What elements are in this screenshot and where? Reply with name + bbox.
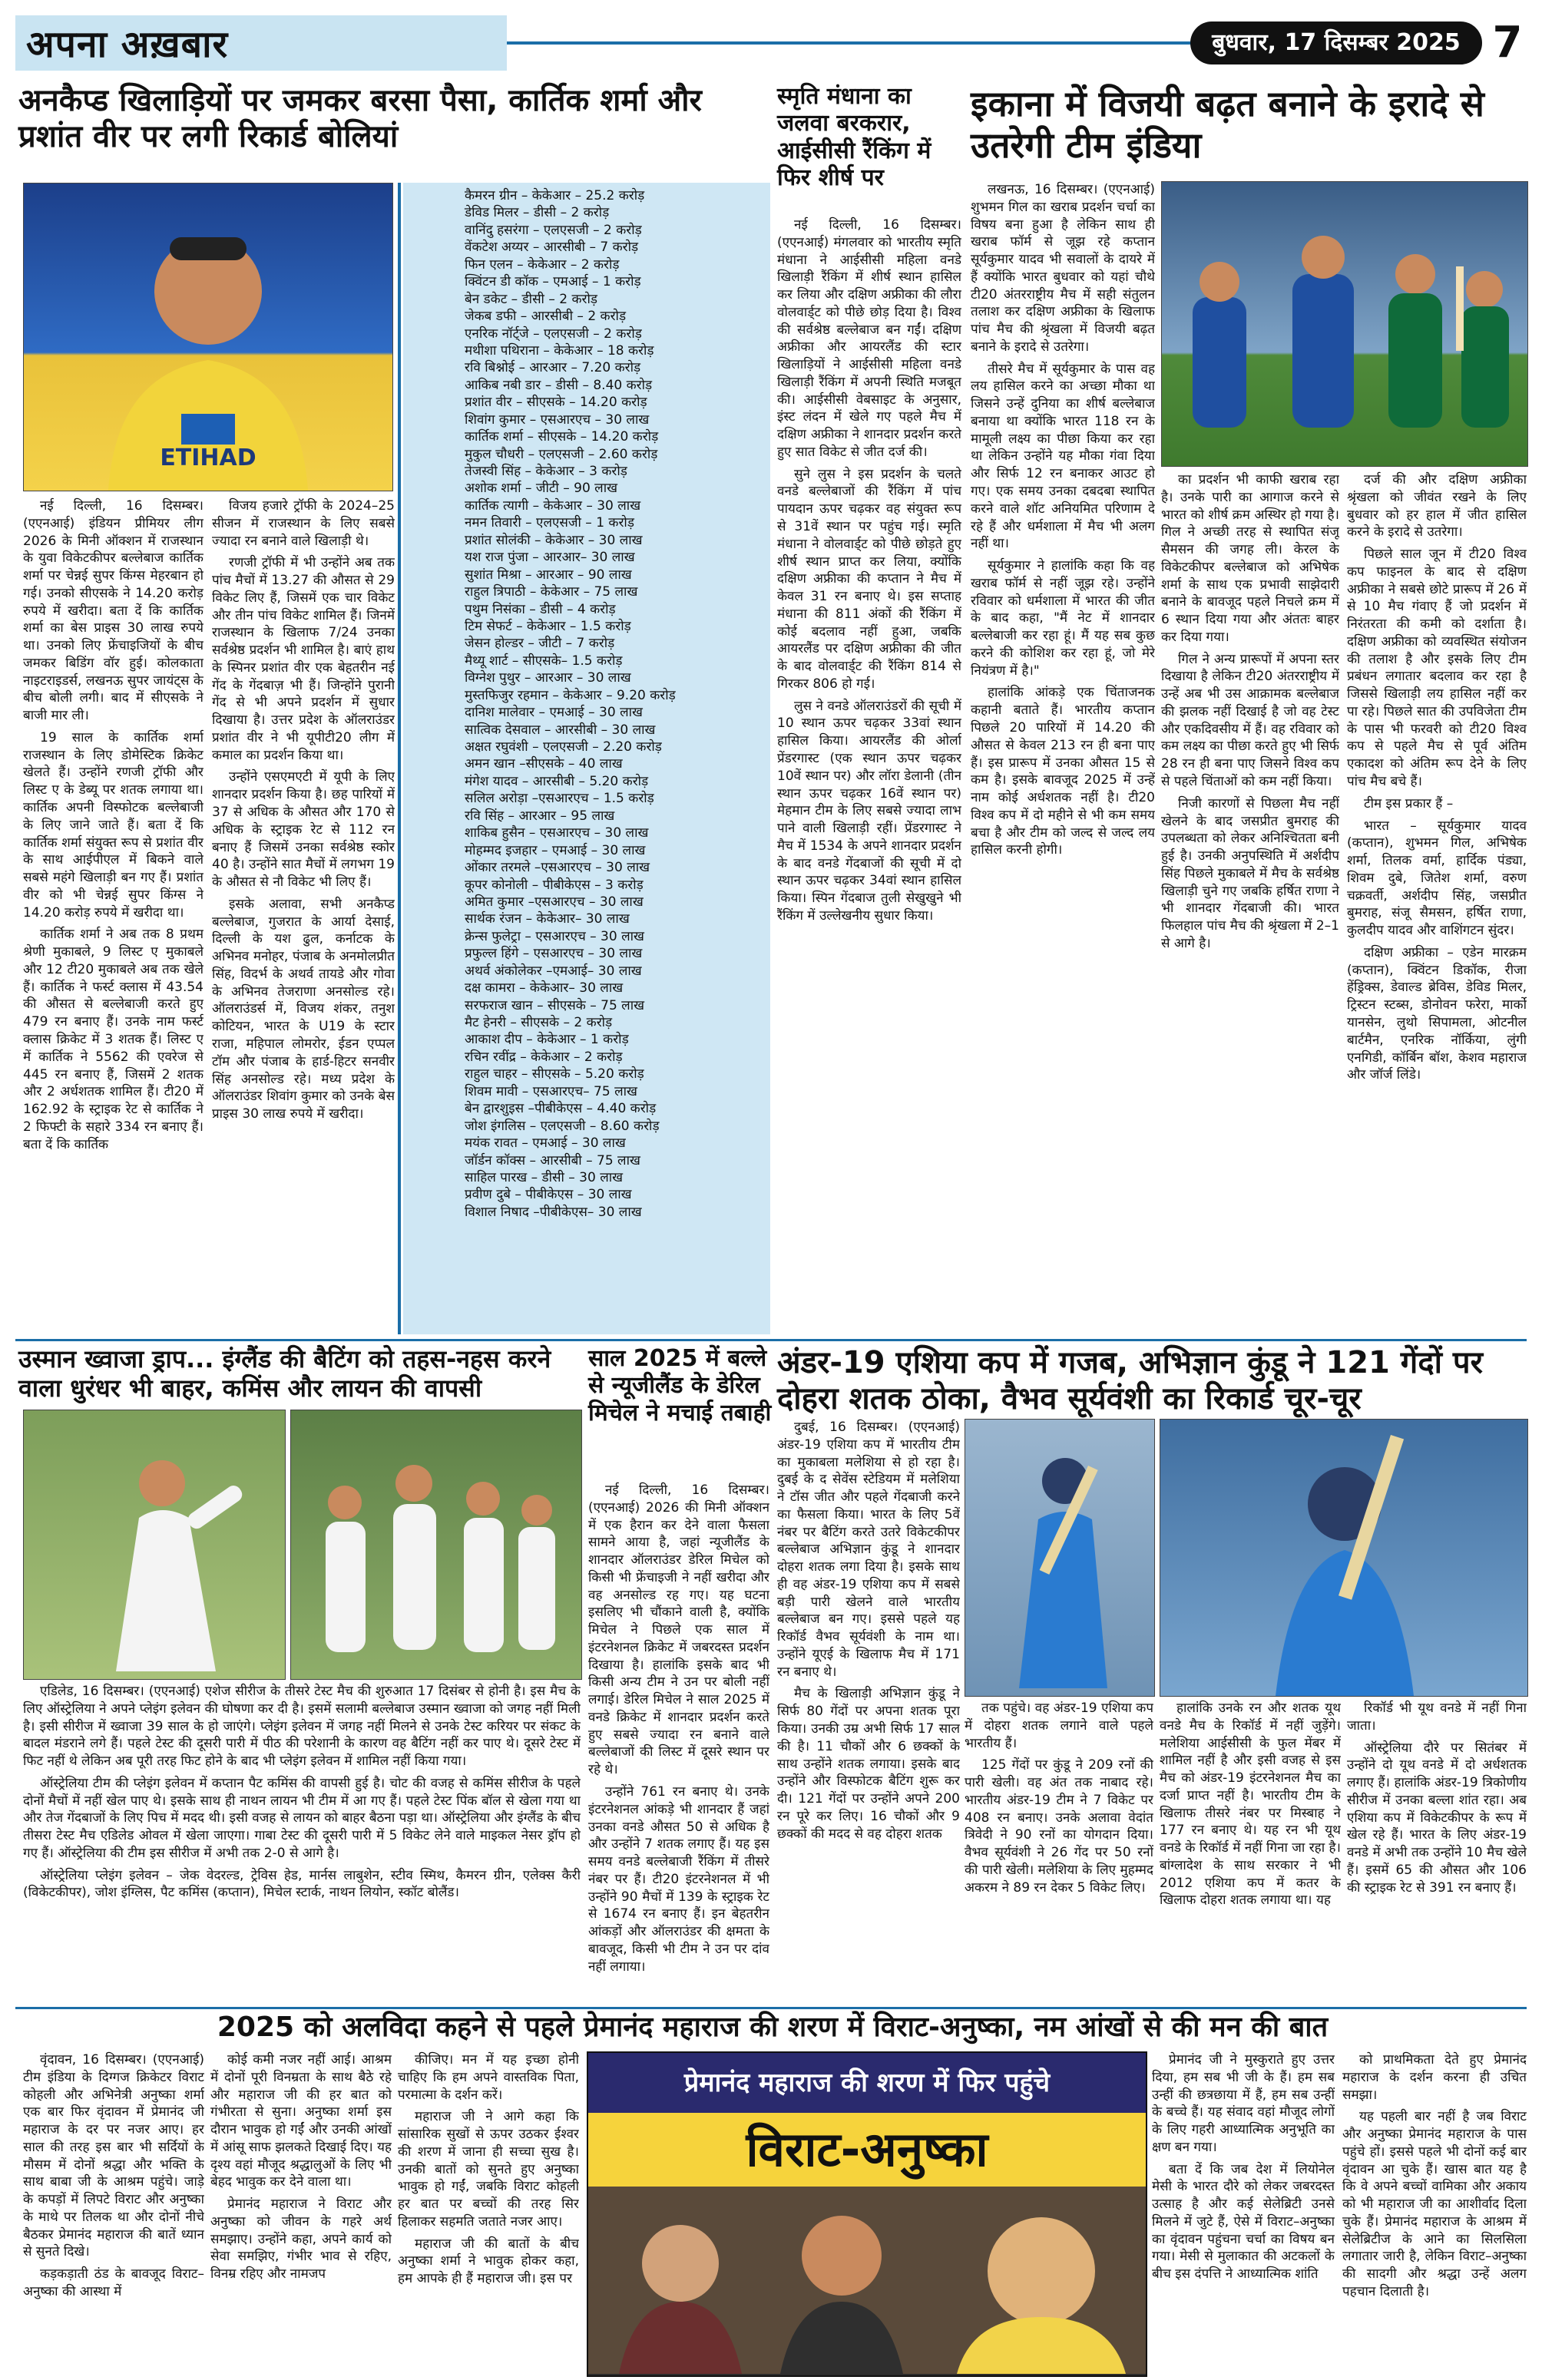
- khawaja-paragraph: ऑस्ट्रेलिया प्लेइंग इलेवन – जेक वेदरल्ड, ट्रेविस हेड, मार्नस लाबुशेन, स्टीव स्मिथ, कैमरन ग्रीन, एलेक्स कैरी (विकेटकीपर), जोश इंग्लिस, पैट कमिंस (कप्तान), मिचेल स्टार्क, नाथन लियोन, स्कॉट बोलैंड।: [23, 1867, 581, 1901]
- india-sa-players-illustration: [1162, 182, 1527, 466]
- u19-col-2: [965, 1700, 1153, 2002]
- ipl-auction-list-box: [403, 183, 770, 1334]
- auction-list-item: विग्नेश पुथुर – आरआर – 30 लाख: [465, 670, 631, 686]
- u19-paragraph: तक पहुंचे। वह अंडर-19 एशिया कप में दोहरा शतक लगाने वाले पहले भारतीय हैं।: [965, 1701, 1153, 1751]
- premanand-paragraph: महाराज जी ने आगे कहा कि सांसारिक सुखों से ऊपर उठकर ईश्वर की शरण में जाना ही सच्चा सुख है। उनकी बातों को सुनते हुए अनुष्का भावुक हो गईं, जबकि विराट कोहली हर बात पर बच्चों की तरह सिर हिलाकर सहमति जताते नजर आए।: [398, 2109, 579, 2230]
- auction-list-item: मुकुल चौधरी – एलएसजी – 2.60 करोड़: [465, 446, 658, 462]
- auction-list-item: जॉर्डन कॉक्स – आरसीबी – 75 लाख: [465, 1152, 640, 1169]
- premanand-paragraph: कोई कमी नजर नहीं आई। आश्रम में दोनों पूरी विनम्रता के साथ बैठे रहे और महाराज जी की हर बात को गंभीरता से सुना। अनुष्का शर्मा इस दौरान भावुक हो गईं और उनकी आंखों में आंसू साफ झलकते दिखाई दिए। यह दृश्य वहां मौजूद श्रद्धालुओं के लिए भी बेहद भावुक कर देने वाला था।: [210, 2052, 392, 2190]
- auction-list-item: मयंक रावत – एमआई – 30 लाख: [465, 1135, 626, 1152]
- india-sa-col-1: [971, 181, 1155, 1333]
- india-sa-match-photo: [1161, 181, 1528, 467]
- auction-list-item: जोश इंगलिस – एलएसजी – 8.60 करोड़: [465, 1118, 660, 1134]
- auction-list-item: मुस्तफिजुर रहमान – केकेआर – 9.20 करोड़: [465, 687, 676, 703]
- auction-list-item: साहिल पारख – डीसी – 30 लाख: [465, 1169, 624, 1185]
- masthead-name-box: [15, 15, 507, 71]
- auction-list-item: मैट हेनरी – सीएसके – 2 करोड़: [465, 1015, 613, 1030]
- khawaja-photo-2: [290, 1410, 582, 1680]
- aus-team-celebration-illustration: [291, 1410, 581, 1679]
- khawaja-body: [23, 1683, 581, 2002]
- ipl-paragraph: विजय हजारे ट्रॉफी के 2024–25 सीजन में राजस्थान के लिए सबसे ज्यादा रन बनाने वाले खिलाड़ी थे।: [212, 498, 395, 549]
- mandhana-headline: स्मृति मंधाना का जलवा बरकरार, आईसीसी रैंकिंग में फिर शीर्ष पर: [777, 83, 931, 192]
- premanand-paragraph: कड़कड़ाती ठंड के बावजूद विराट–अनुष्का की आस्था में: [23, 2266, 204, 2299]
- u19-col-3: [1160, 1700, 1341, 2002]
- ipl-paragraph: 19 साल के कार्तिक शर्मा राजस्थान के लिए डोमेस्टिक क्रिकेट खेलते हैं। उन्होंने रणजी ट्रॉफी और लिस्ट ए के डेब्यू पर शतक लगाया था। कार्तिक अपनी विस्फोटक बल्लेबाजी के लिए जाने जाते हैं। बता दें कि कार्तिक शर्मा संयुक्त रूप से प्रशांत वीर के साथ आईपीएल में बिकने वाले सबसे महंगे खिलाड़ी बन गए हैं। प्रशांत वीर को भी चेन्नई सुपर किंग्स ने 14.20 करोड़ रुपये में खरीदा था।: [23, 729, 204, 921]
- u19-paragraph: दुबई, 16 दिसम्बर। (एएनआई) अंडर-19 एशिया कप में भारतीय टीम का मुकाबला मलेशिया से हो रहा है। दुबई के द सेवेंस स्टेडियम में मलेशिया ने टॉस जीत और पहले गेंदबाजी करने का फैसला किया। भारत के लिए 5वें नंबर पर बैटिंग करते उतरे विकेटकीपर बल्लेबाज अभिज्ञान कुंडू ने शानदार दोहरा शतक लगा दिया है। इसके साथ ही वह अंडर-19 एशिया कप में सबसे बड़ी पारी खेलने वाले भारतीय बल्लेबाज बन गए। इससे पहले यह रिकॉर्ड वैभव सूर्यवंशी के नाम था। उन्होंने यूएई के खिलाफ मैच में 171 रन बनाए थे।: [777, 1420, 960, 1680]
- ipl-paragraph: इसके अलावा, सभी अनकैप्ड बल्लेबाज, गुजरात के आर्या देसाई, दिल्ली के यश ढुल, कर्नाटक के अभिनव मनोहर, पंजाब के अनमोलप्रीत सिंह, विदर्भ के अथर्व तायडे और गोवा के अभिनव तेजराणा अनसोल्ड रहे। ऑलराउंडर्स में, विजय शंकर, तनुश कोटियन, भारत के U19 के स्टार राजा, महिपाल लोमरोर, ईडन एप्पल टॉम और पंजाब के हार्ड-हिटर सनवीर सिंह अनसोल्ड रहे। मध्य प्रदेश के ऑलराउंडर शिवांग कुमार को उनके बेस प्राइस 30 लाख रुपये में खरीदा।: [212, 896, 395, 1122]
- premanand-col-5: [1342, 2051, 1527, 2374]
- auction-list-item: विशाल निषाद –पीबीकेएस– 30 लाख: [465, 1204, 642, 1220]
- auction-list-item: कूपर कोनोली – पीबीकेएस – 3 करोड़: [465, 877, 644, 893]
- auction-list-item: सात्विक देसवाल – आरसीबी – 30 लाख: [465, 722, 656, 738]
- u19-paragraph: मैच के खिलाड़ी अभिज्ञान कुंडू ने सिर्फ 80 गेंदों पर अपना शतक पूरा किया। उनकी उम्र अभी सिर्फ 17 साल की है। 11 चौकों और 6 छक्कों के साथ उन्होंने शतक लगाया। इसके बाद उन्होंने और विस्फोटक बैटिंग शुरू कर दी। 121 गेंदों पर उन्होंने अपने 200 रन पूरे कर लिए। 16 चौकों और 9 छक्कों की मदद से वह दोहरा शतक: [777, 1686, 960, 1842]
- auction-list-item: शाकिब हुसैन – एसआरएच – 30 लाख: [465, 825, 649, 841]
- auction-list-item: मैथ्यू शार्ट – सीएसके– 1.5 करोड़: [465, 653, 623, 669]
- auction-list-item: अक्षत रघुवंशी – एलएसजी – 2.20 करोड़: [465, 739, 662, 755]
- u19-photo-1: [965, 1419, 1155, 1697]
- india-sa-paragraph: का प्रदर्शन भी काफी खराब रहा है। उनके पारी का आगाज करने से भारत को शीर्ष क्रम अस्थिर हो गया है। गिल ने अच्छी तरह से स्थापित संजू सैमसन की जगह ली। केरल के विकेटकीपर बल्लेबाज को अभिषेक शर्मा के साथ एक प्रभावी साझेदारी बनाने के बावजूद पहले निचले क्रम में 6 स्थान दिया गया और अंततः बाहर कर दिया गया।: [1161, 472, 1339, 645]
- u19-paragraph: 125 गेंदों पर कुंडू ने 209 रनों की पारी खेली। वह अंत तक नाबाद रहे। भारतीय अंडर-19 टीम ने 7 विकेट पर 408 रन बनाए। उनके अलावा वेदांत त्रिवेदी ने 90 रनों का योगदान दिया। वैभव सूर्यवंशी ने 26 गेंद पर 50 रनों की पारी खेली। मलेशिया के लिए मुहम्मद अकरम ने 89 रन देकर 5 विकेट लिए।: [965, 1757, 1153, 1896]
- auction-list-item: प्रवीण दुबे – पीबीकेएस – 30 लाख: [465, 1187, 632, 1203]
- auction-list-item: राहुल चाहर – सीएसके – 5.20 करोड़: [465, 1066, 644, 1083]
- ipl-col-2: [212, 497, 395, 1334]
- page-number: 7: [1492, 18, 1523, 68]
- mandhana-paragraph: लुस ने वनडे ऑलराउंडरों की सूची में 10 स्थान ऊपर चढ़कर 33वां स्थान हासिल किया। आयरलैंड की ओर्ला प्रेंडरगास्ट (एक स्थान ऊपर चढ़कर 10वें स्थान पर) और लॉरा डेलानी (तीन स्थान ऊपर चढ़कर 16वें स्थान पर) मेहमान टीम के लिए सबसे ज्यादा लाभ पाने वाली खिलाड़ी रहीं। प्रेंडरगास्ट ने मैच में 1534 के अपने शानदार प्रदर्शन के बाद वनडे गेंदबाजों की सूची में दो स्थान ऊपर चढ़कर 34वां स्थान हासिल किया। स्पिन गेंदबाज तुली सेखुखुने भी रैंकिंग में उल्लेखनीय सुधार किया।: [777, 698, 961, 924]
- mitchell-body: [588, 1482, 769, 2002]
- u19-paragraph: ऑस्ट्रेलिया दौरे पर सितंबर में उन्होंने दो यूथ वनडे में दो अर्धशतक लगाए हैं। हालांकि अंडर-19 त्रिकोणीय सीरीज में उनका बल्ला शांत रहा। अब एशिया कप में विकेटकीपर के रूप में खेल रहे हैं। भारत के लिए अंडर-19 वनडे में अभी तक उन्होंने 10 मैच खेले हैं। इसमें 65 की औसत और 106 की स्ट्राइक रेट से 391 रन बनाए हैं।: [1347, 1740, 1527, 1896]
- india-sa-paragraph: टीम इस प्रकार हैं –: [1364, 795, 1454, 812]
- india-sa-col-3: [1347, 471, 1527, 1333]
- auction-list-item: सलिल अरोड़ा –एसआरएच – 1.5 करोड़: [465, 791, 654, 807]
- auction-list-item: शिवांग कुमार – एसआरएच – 30 लाख: [465, 412, 650, 428]
- auction-list-item: प्रशांत वीर – सीएसके – 14.20 करोड़: [465, 395, 647, 411]
- auction-list-item: प्रफुल्ल हिंगे – एसआरएच – 30 लाख: [465, 946, 643, 962]
- premanand-headline: 2025 को अलविदा कहने से पहले प्रेमानंद महाराज की शरण में विराट-अनुष्का, नम आंखों से की मन की बात: [217, 2011, 1329, 2043]
- premanand-paragraph: महाराज जी की बातों के बीच अनुष्का शर्मा ने भावुक होकर कहा, हम आपके ही हैं महाराज जी। इस पर: [398, 2236, 579, 2287]
- india-sa-paragraph: पिछले साल जून में टी20 विश्व कप फाइनल के बाद से दक्षिण अफ्रीका ने सबसे छोटे प्रारूप में 26 में से 10 मैच गंवाए हैं जो प्रदर्शन में निरंतरता की कमी को दर्शाता है। दक्षिण अफ्रीका को व्यवस्थित संयोजन की तलाश है और इसके लिए टीम प्रबंधन लगातार बदलाव कर रहा है जिससे खिलाड़ी लय हासिल नहीं कर पा रहे। पिछले सात की उपविजेता टीम के पास भी फरवरी को टी20 विश्व कप से पहले मैच से पूर्व अंतिम एकादश को अंतिम रूप देने के लिए पांच मैच बचे हैं।: [1347, 547, 1527, 790]
- auction-list-item: कैमरन ग्रीन – केकेआर – 25.2 करोड़: [465, 188, 645, 203]
- ipl-paragraph: नई दिल्ली, 16 दिसम्बर। (एएनआई) इंडियन प्रीमियर लीग 2026 के मिनी ऑक्शन में राजस्थान के युवा विकेटकीपर बल्लेबाज कार्तिक शर्मा पर चेन्नई सुपर किंग्स मेहरबान हो गई। उनको सीएसके ने 14.20 करोड़ रुपये में खरीदा। बता दें कि कार्तिक शर्मा का बेस प्राइस 30 लाख रुपये था। उनको लिए फ्रेंचाइजियों के बीच जमकर बिडिंग वॉर हुई। कोलकाता नाइटराइडर्स, लखनऊ सुपर जायंट्स के बीच बोली लगी। बाद में सीएसके ने बाजी मार ली।: [23, 498, 204, 724]
- auction-list-item: पथुम निसंका – डीसी – 4 करोड़: [465, 601, 616, 617]
- auction-list-item: नमन तिवारी – एलएसजी – 1 करोड़: [465, 515, 634, 531]
- mandhana-body: [777, 217, 961, 1334]
- auction-list-item: अमन खान –सीएसके – 40 लाख: [465, 756, 623, 772]
- india-sa-paragraph: सूर्यकुमार ने हालांकि कहा कि वह खराब फॉर्म से नहीं जूझ रहे। उन्होंने रविवार को धर्मशाला में भारत की जीत के बाद कहा, "मैं नेट में शानदार बल्लेबाजी कर रहा हूं। मैं यह सब कुछ करने की कोशिश कर रहा हूं, जो मेरे नियंत्रण में है।": [971, 558, 1155, 679]
- ipl-paragraph: उन्होंने एसएमएटी में यूपी के लिए शानदार प्रदर्शन किया है। छह पारियों में 37 से अधिक के औसत और 170 से अधिक के स्ट्राइक रेट से 112 रन बनाए हैं जिसमें उनका सर्वश्रेष्ठ स्कोर 40 है। उन्होंने सात मैचों में लगभग 19 के औसत से नौ विकेट भी लिए हैं।: [212, 769, 395, 891]
- auction-list-item: ओंकार तरमले –एसआरएच – 30 लाख: [465, 860, 650, 876]
- premanand-paragraph: यह पहली बार नहीं है जब विराट और अनुष्का प्रेमानंद महाराज के पास पहुंचे हों। इससे पहले भी दोनों कई बार वृंदावन आ चुके हैं। खास बात यह है कि वे अपने बच्चों वामिका और अकाय को भी महाराज जी का आशीर्वाद दिला चुके हैं। प्रेमानंद महाराज के आश्रम में सेलेब्रिटीज के आने का सिलसिला लगातार जारी है, लेकिन विराट–अनुष्का की सादगी और श्रद्धा उन्हें अलग पहचान दिलाती है।: [1342, 2109, 1527, 2299]
- masthead: [15, 15, 1527, 71]
- auction-list-item: राहुल त्रिपाठी – केकेआर – 75 लाख: [465, 584, 638, 600]
- india-sa-paragraph: हालांकि आंकड़े एक चिंताजनक कहानी बताते हैं। भारतीय कप्तान पिछले 20 पारियों में 14.20 की औसत से केवल 213 रन ही बना पाए हैं। इस प्रारूप में उनका औसत 15 से कम है। इसके बावजूद 2025 में उन्हें नाम कोई अर्धशतक नहीं है। टी20 विश्व कप में दो महीने से भी कम समय बचा है और टीम को जल्द से जल्द लय हासिल करनी होगी।: [971, 685, 1155, 858]
- virat-anushka-maharaj-illustration: [588, 2187, 1146, 2374]
- ipl-player-photo: [23, 183, 393, 491]
- u19-headline: अंडर-19 एशिया कप में गजब, अभिज्ञान कुंडू ने 121 गेंदों पर दोहरा शतक ठोका, वैभव सूर्यवंशी का रिकार्ड चूर-चूर: [777, 1345, 1483, 1417]
- khawaja-photo-1: [23, 1410, 286, 1680]
- auction-list-item: मथीशा पथिराना – केकेआर – 18 करोड़: [465, 342, 654, 359]
- u19-col-1: [777, 1419, 960, 2002]
- auction-list-item: कार्तिक त्यागी – केकेआर – 30 लाख: [465, 497, 641, 514]
- auction-list-item: बेन डकेट – डीसी – 2 करोड़: [465, 291, 597, 307]
- auction-list-item: दानिश मालेवार – एमआई – 30 लाख: [465, 705, 643, 721]
- auction-list-item: रवि सिंह – आरआर – 95 लाख: [465, 808, 615, 824]
- premanand-paragraph: कीजिए। मन में यह इच्छा होनी चाहिए कि हम अपने वास्तविक पिता, परमात्मा के दर्शन करें।: [398, 2052, 579, 2103]
- auction-list-item: वानिंदु हसरंगा – एलएसजी – 2 करोड़: [465, 222, 642, 238]
- auction-list-item: आकाश दीप – केकेआर – 1 करोड़: [465, 1032, 629, 1048]
- mitchell-paragraph: नई दिल्ली, 16 दिसम्बर। (एएनआई) 2026 की मिनी ऑक्शन में एक हैरान कर देने वाला फैसला सामने आया है, जहां न्यूजीलैंड के शानदार ऑलराउंडर डेरिल मिचेल को किसी भी फ्रेंचाइजी ने नहीं खरीदा और वह अनसोल्ड रह गए। यह घटना इसलिए भी चौंकाने वाली है, क्योंकि मिचेल ने पिछले एक साल में इंटरनेशनल क्रिकेट में जबरदस्त प्रदर्शन दिखाया है। हालांकि इसके बाद भी किसी अन्य टीम ने उन पर बोली नहीं लगाई। डेरिल मिचेल ने साल 2025 में वनडे क्रिकेट में शानदार प्रदर्शन करते हुए सबसे ज्यादा रन बनाने वाले बल्लेबाजों की लिस्ट में दूसरे स्थान पर रहे थे।: [588, 1483, 769, 1778]
- india-sa-paragraph: भारत – सूर्यकुमार यादव (कप्तान), शुभमन गिल, अभिषेक शर्मा, तिलक वर्मा, हार्दिक पंड्या, शिवम दुबे, जितेश शर्मा, वरुण चक्रवर्ती, अर्शदीप सिंह, जसप्रीत बुमराह, संजू सैमसन, हर्षित राणा, कुलदीप यादव और वाशिंगटन सुंदर।: [1347, 818, 1527, 939]
- auction-list-item: क्विंटन डी कॉक – एमआई – 1 करोड़: [465, 274, 641, 290]
- mandhana-paragraph: सुने लुस ने इस प्रदर्शन के चलते वनडे बल्लेबाजों की रैंकिंग में पांच पायदान ऊपर चढ़कर वह संयुक्त रूप से 31वें स्थान पर पहुंच गई। स्मृति मंधाना ने वोलवार्ड्ट को पीछे छोड़ते हुए शीर्ष स्थान प्राप्त कर लिया, क्योंकि दक्षिण अफ्रीका की कप्तान ने मैच में केवल 31 रन बनाए थे। इस सप्ताह मंधाना की 811 अंकों की रैंकिंग में कोई बदलाव नहीं हुआ, जबकि आयरलैंड पर दक्षिण अफ्रीका की जीत के बाद वोलवार्ड्ट की रैंकिंग 814 से गिरकर 806 हो गई।: [777, 466, 961, 692]
- premanand-paragraph: को प्राथमिकता देते हुए प्रेमानंद महाराज के दर्शन करना ही उचित समझा।: [1342, 2052, 1527, 2103]
- auction-list-item: फिन एलन – केकेआर – 2 करोड़: [465, 256, 620, 273]
- auction-list-item: आकिब नबी डार – डीसी – 8.40 करोड़: [465, 377, 653, 393]
- auction-list-item: कार्तिक शर्मा – सीएसके – 14.20 करोड़: [465, 429, 659, 445]
- auction-list-item: शिवम मावी – एसआरएच– 75 लाख: [465, 1083, 637, 1099]
- khawaja-paragraph: ऑस्ट्रेलिया टीम की प्लेइंग इलेवन में कप्तान पैट कमिंस की वापसी हुई है। चोट की वजह से कमिंस सीरीज के पहले दोनों मैचों में नहीं खेल पाए थे। इसके साथ ही नाथन लायन भी टीम में आ गए हैं। पहले टेस्ट पिंक बॉल से खेला गया था और तेज गेंदबाजों के लिए पिच में मदद थी। इसी वजह से लायन को बाहर बैठना पड़ा था। ऑस्ट्रेलिया और इंग्लैंड के बीच तीसरा टेस्ट मैच एडिलेड ओवल में खेला जाएगा। गाबा टेस्ट की दूसरी पारी में 5 विकेट लेने वाले माइकल नेसर ड्रॉप हो गए हैं। ऑस्ट्रेलिया की टीम इस सीरीज में अभी तक 2-0 से आगे है।: [23, 1775, 581, 1861]
- khawaja-headline: उस्मान ख्वाजा ड्राप... इंग्लैंड की बैटिंग को तहस-नहस करने वाला धुरंधर भी बाहर, कमिंस और लायन की वापसी: [18, 1344, 551, 1403]
- auction-list-item: मंगेश यादव – आरसीबी – 5.20 करोड़: [465, 773, 649, 789]
- newspaper-name: अपना अख़बार: [26, 23, 229, 66]
- india-sa-headline: इकाना में विजयी बढ़त बनाने के इरादे से उतरेगी टीम इंडिया: [971, 83, 1484, 167]
- ipl-col-1: [23, 497, 204, 1334]
- ipl-paragraph: कार्तिक शर्मा ने अब तक 8 प्रथम श्रेणी मुकाबले, 9 लिस्ट ए मुकाबले और 12 टी20 मुकाबले अब तक खेले हैं। कार्तिक ने फर्स्ट क्लास में 43.54 की औसत से बल्लेबाजी करते हुए 479 रन बनाए हैं। उनके नाम फर्स्ट क्लास क्रिकेट में 3 शतक हैं। लिस्ट ए में कार्तिक ने 5562 की एवरेज से 445 रन बनाए हैं, जिसमें 2 शतक और 2 अर्धशतक शामिल हैं। टी20 में 162.92 के स्ट्राइक रेट से कार्तिक ने 2 फिफ्टी के सहारे 334 रन बनाए हैं। बता दें कि कार्तिक: [23, 927, 204, 1152]
- premanand-paragraph: वृंदावन, 16 दिसम्बर। (एएनआई) टीम इंडिया के दिग्गज क्रिकेटर विराट कोहली और अभिनेत्री अनुष्का शर्मा एक बार फिर वृंदावन में प्रेमानंद जी महाराज के दर पर नजर आए। हर साल की तरह इस बार भी सर्दियों के मौसम में दोनों श्रद्धा और भक्ति के साथ बाबा जी के आश्रम पहुंचे। जाड़े के कपड़ों में लिपटे विराट और अनुष्का के माथे पर तिलक था और दोनों नीचे बैठकर प्रेमानंद महाराज की बातें ध्यान से सुनते दिखे।: [23, 2052, 204, 2260]
- auction-list-item: अशोक शर्मा – जीटी – 90 लाख: [465, 481, 618, 497]
- auction-list-item: जेकब डफी – आरसीबी – 2 करोड़: [465, 309, 627, 325]
- ipl-auction-list: [403, 183, 770, 1221]
- india-sa-paragraph: दर्ज की और दक्षिण अफ्रीका श्रृंखला को जीवंत रखने के लिए बुधवार को हर हाल में जीत हासिल करने के इरादे से उतरेगा।: [1347, 472, 1527, 540]
- auction-list-item: सार्थक रंजन – केकेआर– 30 लाख: [465, 911, 630, 927]
- premanand-paragraph: प्रेमानंद जी ने मुस्कुराते हुए उत्तर दिया, हम सब भी जी के हैं। हम सब उन्हीं की छत्रछाया में हैं, हम सब उन्हीं के बच्चे हैं। यह संवाद वहां मौजूद लोगों के लिए गहरी आध्यात्मिक अनुभूति का क्षण बन गया।: [1152, 2052, 1335, 2155]
- premanand-banner-line-2: विराट-अनुष्का: [588, 2113, 1146, 2187]
- auction-list-item: सुशांत मिश्रा – आरआर – 90 लाख: [465, 567, 632, 583]
- premanand-paragraph: प्रेमानंद महाराज ने विराट और अनुष्का को जीवन के गहरे अर्थ समझाए। उन्होंने कहा, अपने कार्य को सेवा समझिए, गंभीर भाव से रहिए, विनम्र रहिए और नामजप: [210, 2197, 392, 2282]
- ipl-headline: अनकैप्ड खिलाड़ियों पर जमकर बरसा पैसा, कार्तिक शर्मा और प्रशांत वीर पर लगी रिकार्ड बोलियां: [18, 83, 702, 155]
- section-rule-2: [15, 2007, 1527, 2009]
- auction-list-item: टिम सेफर्ट – केकेआर – 1.5 करोड़: [465, 618, 631, 634]
- auction-list-item: बेन द्वारशुइस –पीबीकेएस – 4.40 करोड़: [465, 1101, 657, 1117]
- ipl-photo-jersey-text: ETIHAD: [160, 445, 256, 471]
- ipl-divider: [398, 183, 401, 1334]
- mitchell-paragraph: उन्होंने 761 रन बनाए थे। उनके इंटरनेशनल आंकड़े भी शानदार हैं जहां उनका वनडे औसत 50 से अधिक है और उन्होंने 7 शतक लगाए हैं। यह इस समय वनडे बल्लेबाजी रैंकिंग में तीसरे नंबर पर हैं। टी20 इंटरनेशनल में भी उन्होंने 90 मैचों में 139 के स्ट्राइक रेट से 1674 रन बनाए हैं। इन बेहतरीन आंकड़ों और ऑलराउंडर की क्षमता के बावजूद, किसी भी टीम ने उन पर दांव नहीं लगाया।: [588, 1784, 769, 1975]
- section-rule-1: [15, 1339, 1527, 1341]
- premanand-banner-line-1: प्रेमानंद महाराज की शरण में फिर पहुंचे: [588, 2053, 1146, 2113]
- cummins-bowling-illustration: [24, 1410, 285, 1679]
- premanand-col-3: [398, 2051, 579, 2374]
- u19-col-4: [1347, 1700, 1527, 2002]
- auction-list-item: दक्ष कामरा – केकेआर– 30 लाख: [465, 980, 624, 997]
- india-sa-paragraph: दक्षिण अफ्रीका – एडेन मारक्रम (कप्तान), क्विंटन डिकॉक, रीजा हेंड्रिक्स, डेवाल्ड ब्रेविस, डेविड मिलर, ट्रिस्टन स्टब्स, डोनोवन फरेरा, मार्को यानसेन, लुथो सिपामला, ओटनील बार्टमैन, एनरिक नॉर्किया, लुंगी एनगिडी, कॉर्बिन बॉश, केशव महाराज और जॉर्ज लिंडे।: [1347, 944, 1527, 1083]
- auction-list-item: तेजस्वी सिंह – केकेआर – 3 करोड़: [465, 464, 627, 479]
- suryavanshi-batting-illustration: [1160, 1420, 1527, 1696]
- premanand-paragraph: बता दें कि जब देश में लियोनेल मेसी के भारत दौरे को लेकर जबरदस्त उत्साह है और कई सेलेब्रिटी उनसे मिलने में जुटे हैं, ऐसे में विराट–अनुष्का का वृंदावन पहुंचना चर्चा का विषय बन गया। मेसी से मुलाकात की अटकलों के बीच इस दंपत्ति ने आध्यात्मिक शांति: [1152, 2161, 1335, 2282]
- u19-photo-2: [1160, 1419, 1528, 1697]
- auction-list-item: डेविड मिलर – डीसी – 2 करोड़: [465, 205, 610, 221]
- premanand-col-2: [210, 2051, 392, 2374]
- premanand-photo-collage: [587, 2051, 1147, 2377]
- premanand-col-1: [23, 2051, 204, 2374]
- auction-list-item: मोहम्मद इजहार – एमआई – 30 लाख: [465, 842, 646, 858]
- india-sa-paragraph: गिल ने अन्य प्रारूपों में अपना स्तर दिखाया है लेकिन टी20 अंतरराष्ट्रीय में उन्हें अब भी उस आक्रामक बल्लेबाज की झलक नहीं दिखाई है जो वह टेस्ट और एकदिवसीय में हैं। वह रविवार को कम लक्ष्य का पीछा करते हुए भी सिर्फ 28 रन ही बना पाए जिसने विश्व कप से पहले चिंताओं को कम नहीं किया।: [1161, 651, 1339, 790]
- kundu-batting-illustration: [965, 1420, 1154, 1696]
- india-sa-col-2: [1161, 471, 1339, 1333]
- auction-list-item: अमित कुमार –एसआरएच – 30 लाख: [465, 894, 644, 910]
- auction-list-item: सरफराज खान – सीएसके – 75 लाख: [465, 997, 644, 1013]
- mitchell-headline: साल 2025 में बल्ले से न्यूजीलैंड के डेरिल मिचेल ने मचाई तबाही: [588, 1345, 772, 1426]
- auction-list-item: अथर्व अंकोलेकर –एमआई– 30 लाख: [465, 963, 642, 979]
- auction-list-item: रचिन रवींद्र – केकेआर – 2 करोड़: [465, 1049, 623, 1065]
- premanand-col-4: [1152, 2051, 1335, 2374]
- auction-list-item: रवि बिश्नोई – आरआर – 7.20 करोड़: [465, 360, 641, 376]
- india-sa-paragraph: लखनऊ, 16 दिसम्बर। (एएनआई) शुभमन गिल का खराब प्रदर्शन चर्चा का विषय बना हुआ है लेकिन साथ ही खराब फॉर्म से जूझ रहे कप्तान सूर्यकुमार यादव भी सवालों के दायरे में हैं क्योंकि भारत बुधवार को यहां चौथे टी20 अंतरराष्ट्रीय मैच में सही संतुलन तलाश कर दक्षिण अफ्रीका के खिलाफ पांच मैच की श्रृंखला में विजयी बढ़त बनाने के इरादे से उतरेगा।: [971, 182, 1155, 355]
- khawaja-paragraph: एडिलेड, 16 दिसम्बर। (एएनआई) एशेज सीरीज के तीसरे टेस्ट मैच की शुरुआत 17 दिसंबर से होनी है। इस मैच के लिए ऑस्ट्रेलिया ने अपने प्लेइंग इलेवन की घोषणा कर दी है। इसमें सलामी बल्लेबाज उस्मान ख्वाजा को जगह नहीं मिली है। इसी सीरीज में ख्वाजा 39 साल के हो जाएंगे। प्लेइंग इलेवन में जगह नहीं मिलने से उनके टेस्ट करियर पर संकट के बादल मंडराने लगे हैं। पहले टेस्ट की दूसरी पारी में पीठ की परेशानी के कारण वह बैटिंग नहीं कर पाए थे। दूसरे टेस्ट में फिट नहीं थे लेकिन अब पूरी तरह फिट होने के बाद भी प्लेइंग इलेवन में शामिल नहीं किया गया।: [23, 1684, 581, 1770]
- india-sa-paragraph: तीसरे मैच में सूर्यकुमार के पास वह लय हासिल करने का अच्छा मौका था जिसने उन्हें दुनिया का शीर्ष बल्लेबाज बनाया था क्योंकि भारत 118 रन के मामूली लक्ष्य का पीछा किया कर रहा था लेकिन उन्होंने यह मौका गंवा दिया और सिर्फ 12 रन बनाकर आउट हो गए। एक समय उनका दबदबा स्थापित करने वाले शॉट अनियमित परिणाम दे रहे हैं और धर्मशाला में मैच भी अलग नहीं था।: [971, 361, 1155, 552]
- auction-list-item: जेसन होल्डर – जीटी – 7 करोड़: [465, 636, 615, 652]
- auction-list-item: प्रशांत सोलंकी – केकेआर – 30 लाख: [465, 532, 643, 548]
- auction-list-item: वेंकटेश अय्यर – आरसीबी – 7 करोड़: [465, 240, 639, 256]
- u19-paragraph: हालांकि उनके रन और शतक यूथ वनडे मैच के रिकॉर्ड में नहीं जुड़ेंगे। मलेशिया आईसीसी के फुल मेंबर में शामिल नहीं है और इसी वजह से इस मैच को अंडर-19 इंटरनेशनल मैच का दर्जा प्राप्त नहीं है। भारतीय टीम के खिलाफ तीसरे नंबर पर मिस्बाह ने 177 रन बनाए थे। यह रन भी यूथ वनडे के रिकॉर्ड में नहीं गिना जा रहा है। बांग्लादेश के साथ सरकार ने भी 2012 एशिया कप में कतर के खिलाफ दोहरा शतक लगाया था। यह: [1160, 1701, 1341, 1909]
- auction-list-item: क्रेन्स फुलेट्रा – एसआरएच – 30 लाख: [465, 928, 644, 944]
- ipl-paragraph: रणजी ट्रॉफी में भी उन्होंने अब तक पांच मैचों में 13.27 की औसत से 29 विकेट लिए हैं, जिसमें एक चार विकेट और तीन पांच विकेट शामिल हैं। जिनमें राजस्थान के खिलाफ 7/24 उनका सर्वश्रेष्ठ प्रदर्शन भी शामिल है। बाएं हाथ के स्पिनर प्रशांत वीर एक बेहतरीन नई गेंद के गेंदबाज़ भी हैं। जिन्होंने पुरानी गेंद से भी अपने प्रदर्शन में सुधार दिखाया है। उत्तर प्रदेश के ऑलराउंडर प्रशांत वीर ने भी यूपीटी20 लीग में कमाल का प्रदर्शन किया था।: [212, 555, 395, 763]
- mandhana-paragraph: नई दिल्ली, 16 दिसम्बर। (एएनआई) मंगलवार को भारतीय स्मृति मंधाना ने आईसीसी महिला वनडे खिलाड़ी रैंकिंग में शीर्ष स्थान हासिल कर लिया और दक्षिण अफ्रीका की लौरा वोलवार्ड्ट को पीछे छोड़ दिया है। विश्व की सर्वश्रेष्ठ बल्लेबाज बन गईं। दक्षिण अफ्रीका और आयरलैंड की स्टार खिलाड़ियों ने आईसीसी महिला वनडे खिलाड़ी रैंकिंग में अपनी स्थिति मजबूत की। आईसीसी वेबसाइट के अनुसार, इंस्ट लंदन में खेले गए पहले मैच में दक्षिण अफ्रीका ने शानदार प्रदर्शन करते हुए सात विकेट से जीत दर्ज की।: [777, 217, 961, 460]
- masthead-date: बुधवार, 17 दिसम्बर 2025: [1190, 21, 1482, 64]
- auction-list-item: यश राज पुंजा – आरआर– 30 लाख: [465, 550, 635, 566]
- auction-list-item: एनरिक नॉर्ट्जे – एलएसजी – 2 करोड़: [465, 326, 642, 342]
- india-sa-paragraph: निजी कारणों से पिछला मैच नहीं खेलने के बाद जसप्रीत बुमराह की उपलब्धता को लेकर अनिश्चितता बनी हुई है। उनकी अनुपस्थिति में अर्शदीप सिंह पिछले मुकाबले में मैच के सर्वश्रेष्ठ खिलाड़ी चुने गए जबकि हर्षित राणा ने भी शानदार गेंदबाजी की। भारत फिलहाल पांच मैच की श्रृंखला में 2–1 से आगे है।: [1161, 795, 1339, 951]
- masthead-rule: [507, 41, 1198, 45]
- u19-paragraph: रिकॉर्ड भी यूथ वनडे में नहीं गिना जाता।: [1347, 1701, 1527, 1734]
